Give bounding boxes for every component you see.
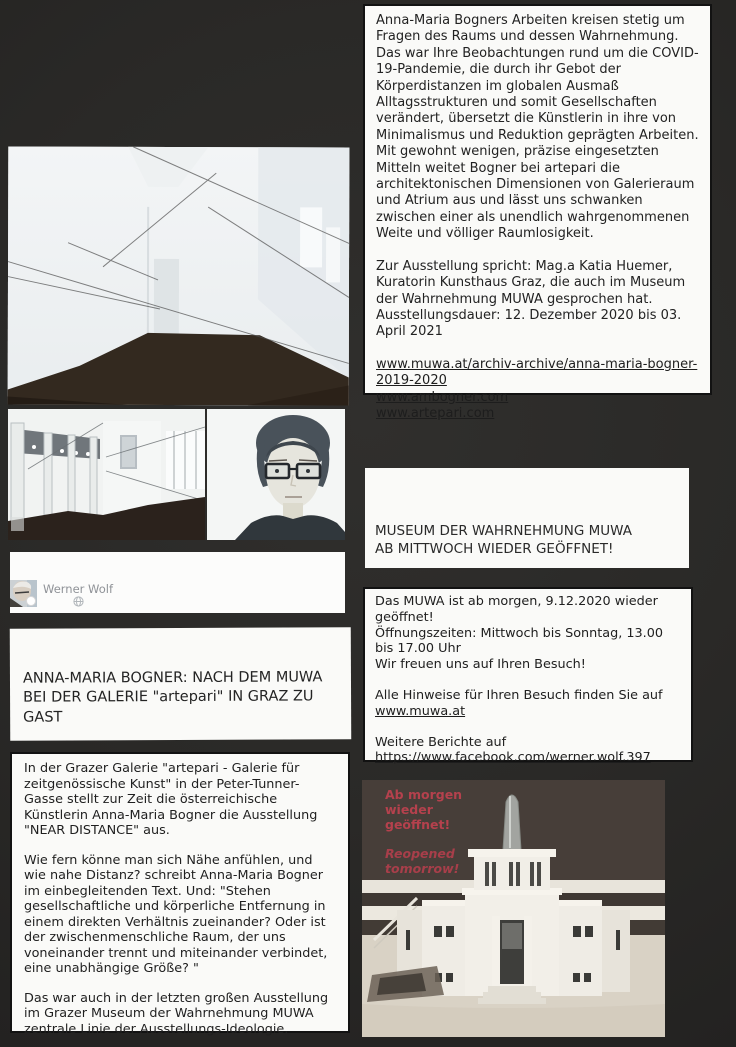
reopening-info-box — [363, 587, 693, 766]
overlay-text-german: Ab morgen wieder geöffnet! — [385, 787, 463, 832]
link-artepari[interactable]: www.artepari.com — [376, 405, 495, 421]
reopening-date-line: Das MUWA ist ab morgen, 9.12.2020 wieder geöffnet! — [375, 594, 658, 625]
spacer — [375, 673, 682, 688]
headline-line-2: BEI DER GALERIE "artepari" IN GRAZ ZU GAST — [23, 688, 314, 726]
spacer — [375, 720, 682, 735]
facebook-profile-name[interactable]: Werner Wolf — [43, 582, 114, 596]
artist-portrait-photo — [207, 409, 345, 540]
artist-portrait-drawing — [207, 409, 345, 540]
gallery-columns-photo — [8, 409, 205, 540]
link-muwa[interactable]: www.muwa.at — [375, 703, 466, 719]
gallery-installation-photo — [8, 147, 350, 406]
reports-line: Weitere Berichte auf — [375, 734, 507, 750]
announcement-curator-paragraph: Zur Ausstellung spricht: Mag.a Katia Huemer, Kuratorin Kunsthaus Graz, die auch im Museum der Wahrnehmung MUWA gesprochen hat. Ausstellungsdauer: 12. Dezember 2020 bis 03. April 2021 — [376, 258, 686, 340]
globe-icon — [73, 596, 84, 607]
link-muwa-archive[interactable]: www.muwa.at/archiv-archive/anna-maria-bogner-2019-2020 — [376, 356, 698, 389]
article-paragraph-3: Das war auch in der letzten großen Ausstellung im Grazer Museum der Wahrnehmung MUWA zentrale Linie der Ausstellungs-Ideologie. — [24, 990, 329, 1037]
overlay-text-english: Reopened tomorrow! — [385, 846, 460, 876]
welcome-line: Wir freuen uns auf Ihren Besuch! — [375, 657, 586, 673]
article-headline-box — [10, 627, 351, 740]
avatar[interactable] — [10, 580, 37, 607]
muwa-banner-line-1: MUSEUM DER WAHRNEHMUNG MUWA — [375, 523, 632, 539]
gallery-room-drawing — [8, 147, 350, 406]
link-ambogner[interactable]: www.ambogner.com — [376, 389, 509, 405]
visit-info-line: Alle Hinweise für Ihren Besuch finden Sie auf — [375, 687, 663, 703]
article-body-box — [10, 752, 350, 1037]
muwa-banner-line-2: AB MITTWOCH WIEDER GEÖFFNET! — [375, 541, 614, 557]
article-paragraph-1: In der Grazer Galerie "artepari - Galerie für zeitgenössische Kunst" in der Peter-Tunner-Gasse stellt zur Zeit die österreichische Künstlerin Anna-Maria Bogner die Ausstellung "NEAR DISTANCE" aus. — [24, 761, 318, 838]
avatar-photo — [10, 580, 37, 607]
headline-line-1: ANNA-MARIA BOGNER: NACH DEM MUWA — [22, 668, 323, 687]
gallery-columns-drawing — [8, 409, 205, 540]
museum-model-photo — [362, 780, 665, 1037]
article-paragraph-2: Wie fern könne man sich Nähe anfühlen, und wie nahe Distanz? schreibt Anna-Maria Bogner im einbegleitenden Text. Und: "Stehen gesellschaftliche und körperliche Entfernung in einem direkten Verhältnis zueinander? Oder ist der zwischenmenschliche Raum, der uns voneinander trennt und miteinander verbindet, eine unabhängige Größe? " — [24, 852, 328, 976]
announcement-paragraph: Anna-Maria Bogners Arbeiten kreisen stetig um Fragen des Raums und dessen Wahrnehmung. Das war Ihre Beobachtungen rund um die COVID-19-Pandemie, die durch ihr Gebot der Körperdistanzen im globalen Ausmaß Alltagsstrukturen und somit Gesellschaften verändert, übersetzt die Künstlerin in ihre von Minimalismus und Reduktion geprägten Arbeiten. Mit gewohnt wenigen, präzise eingesetzten Mitteln weitet Bogner bei artepari die architektonischen Dimensionen von Galerieraum und Atrium aus und lässt uns schwanken zwischen einer als unendlich wahrgenommenen Weite und völliger Raumlosigkeit. — [376, 13, 699, 242]
opening-hours-line: Öffnungszeiten: Mittwoch bis Sonntag, 13.00 bis 17.00 Uhr — [375, 625, 664, 657]
facebook-post-header — [10, 552, 345, 613]
exhibition-announcement-box — [363, 4, 712, 421]
link-facebook-profile[interactable]: https://www.facebook.com/werner.wolf.397 — [375, 750, 651, 766]
muwa-reopening-banner — [365, 468, 689, 568]
